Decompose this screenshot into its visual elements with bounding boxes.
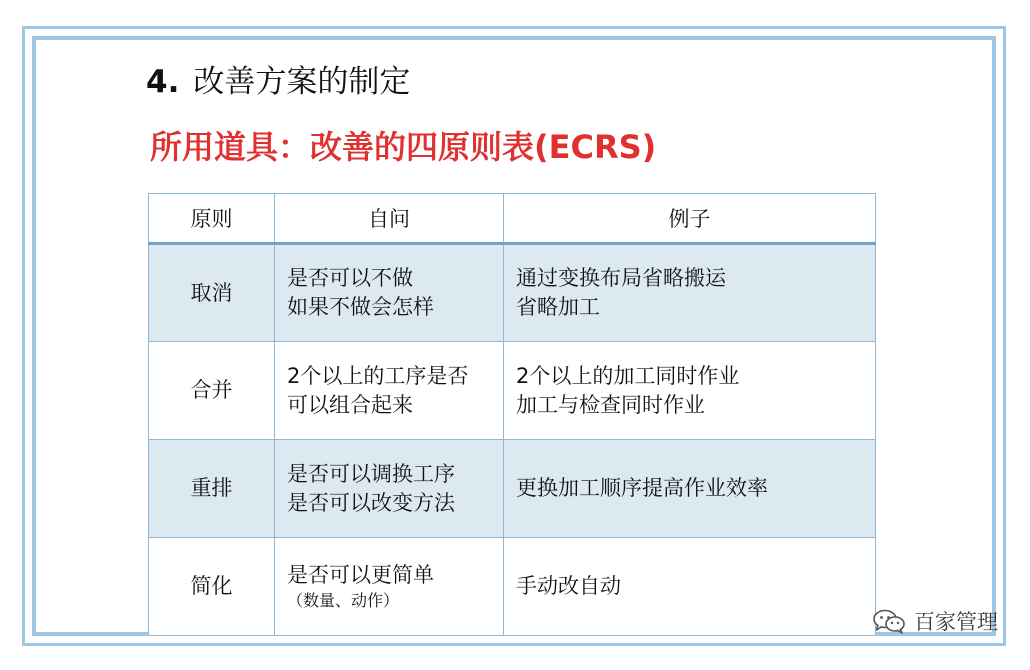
table-header-row bbox=[149, 194, 876, 244]
wechat-icon bbox=[872, 608, 906, 634]
question-line: 是否可以调换工序 bbox=[287, 461, 455, 486]
example-line: 加工与检查同时作业 bbox=[516, 392, 705, 417]
example-line: 手动改自动 bbox=[516, 574, 621, 598]
page-title bbox=[146, 56, 410, 101]
example-cell bbox=[504, 538, 876, 636]
example-cell bbox=[504, 244, 876, 342]
principle-cell: 合并 bbox=[149, 342, 275, 440]
question-cell bbox=[275, 440, 504, 538]
column-header-example: 例子 bbox=[504, 194, 876, 244]
table-row bbox=[149, 342, 876, 440]
question-line: 2个以上的工序是否 bbox=[287, 363, 469, 388]
question-cell bbox=[275, 342, 504, 440]
question-cell bbox=[275, 244, 504, 342]
example-line: 2个以上的加工同时作业 bbox=[516, 363, 740, 388]
question-line: 如果不做会怎样 bbox=[287, 295, 434, 319]
example-cell bbox=[504, 342, 876, 440]
table-row bbox=[149, 244, 876, 342]
table-caption: 所用道具：改善的四原则表(ECRS) bbox=[150, 128, 657, 166]
example-line: 通过变换布局省略搬运 bbox=[516, 266, 726, 290]
question-line-note: （数量、动作） bbox=[287, 591, 400, 610]
question-line: 是否可以不做 bbox=[287, 266, 413, 290]
principle-cell: 取消 bbox=[149, 244, 275, 342]
section-title: 改善方案的制定 bbox=[193, 64, 411, 100]
example-line: 省略加工 bbox=[516, 295, 600, 319]
column-header-principle: 原则 bbox=[149, 194, 275, 244]
table-row bbox=[149, 440, 876, 538]
principle-cell: 简化 bbox=[149, 538, 275, 636]
principle-cell: 重排 bbox=[149, 440, 275, 538]
watermark-text: 百家管理 bbox=[914, 610, 998, 634]
ecrs-table bbox=[148, 193, 876, 636]
column-header-question: 自问 bbox=[275, 194, 504, 244]
question-line: 是否可以更简单 bbox=[287, 563, 434, 587]
example-line: 更换加工顺序提高作业效率 bbox=[516, 476, 768, 500]
question-line: 是否可以改变方法 bbox=[287, 490, 455, 515]
example-cell bbox=[504, 440, 876, 538]
question-cell bbox=[275, 538, 504, 636]
watermark bbox=[872, 606, 998, 636]
section-number: 4. bbox=[146, 64, 180, 100]
table-row bbox=[149, 538, 876, 636]
question-line: 可以组合起来 bbox=[287, 392, 413, 417]
